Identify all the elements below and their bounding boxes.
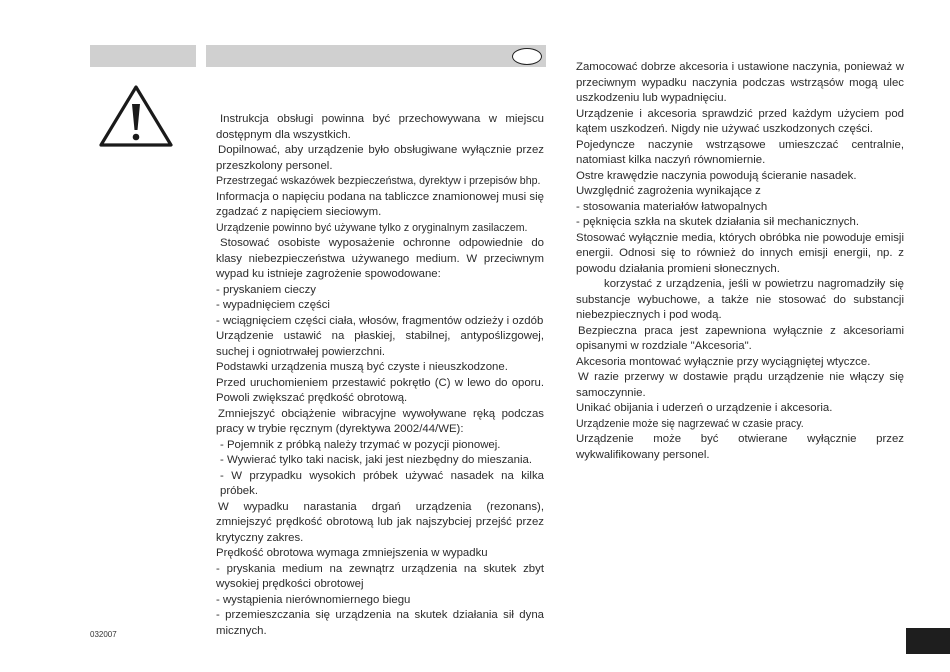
header-bar-right xyxy=(206,45,546,67)
list-item: - stosowania materiałów łatwopalnych xyxy=(576,200,768,213)
header-oval-badge xyxy=(512,48,542,65)
paragraph: Zamocować dobrze akcesoria i ustawione naczynia, ponieważ w przeciwnym wypadku naczynia podczas wstrząsów mogą ulec uszkodzeniu lub wypadnięciu. xyxy=(576,61,904,104)
paragraph: Ostre krawędzie naczynia powodują ścieranie nasadek. xyxy=(576,169,857,182)
paragraph: Informacja o napięciu podana na tabliczce znamionowej musi się zgadzać z napięciem sieciowym. xyxy=(216,190,544,218)
paragraph: Bezpieczna praca jest zapewniona wyłącznie z akcesoriami opisanymi w rozdziale "Akcesoria". xyxy=(576,324,904,352)
paragraph: Przestrzegać wskazówek bezpieczeństwa, dyrektyw i przepisów bhp. xyxy=(216,175,541,187)
paragraph: Zmniejszyć obciążenie wibracyjne wywoływane ręką podczas pracy w trybie ręcznym (dyrektywa 2002/44/WE): xyxy=(216,407,544,435)
paragraph: Stosować wyłącznie media, których obróbka nie powoduje emisji energii. Odnosi się to również do innych emisji energii, np. z powodu działania promieni słonecznych. xyxy=(576,231,904,275)
list-item: - pryskania medium na zewnątrz urządzenia na skutek zbyt wysokiej prędkości obrotowej xyxy=(216,562,544,590)
paragraph: Prędkość obrotowa wymaga zmniejszenia w wypadku xyxy=(216,547,488,559)
list-item: - wypadnięciem części xyxy=(216,299,330,311)
left-text-column xyxy=(216,112,544,639)
list-item: - wystąpienia nierównomiernego biegu xyxy=(216,593,411,606)
list-item: - pęknięcia szkła na skutek działania sił mechanicznych. xyxy=(576,216,860,228)
page-corner-tab xyxy=(906,628,950,654)
paragraph: Przed uruchomieniem przestawić pokrętło (C) w lewo do oporu. Powoli zwiększać prędkość obrotową. xyxy=(216,376,544,404)
list-item: - Wywierać tylko taki nacisk, jaki jest niezbędny do mieszania. xyxy=(220,454,532,466)
paragraph: Dopilnować, aby urządzenie było obsługiwane wyłącznie przez przeszkolony personel. xyxy=(216,144,544,172)
paragraph: Urządzenie może być otwierane wyłącznie przez wykwalifikowany personel. xyxy=(576,433,904,461)
paragraph: W razie przerwy w dostawie prądu urządzenie nie włączy się samoczynnie. xyxy=(576,371,904,399)
list-item: - Pojemnik z próbką należy trzymać w pozycji pionowej. xyxy=(220,438,501,451)
paragraph: Instrukcja obsługi powinna być przechowywana w miejscu dostępnym dla wszystkich. xyxy=(216,113,544,141)
list-item: - W przypadku wysokich próbek używać nasadek na kilka próbek. xyxy=(220,469,544,497)
paragraph: korzystać z urządzenia, jeśli w powietrzu nagromadziły się substancje wybuchowe, a także nie stosować do substancji niebezpiecznych i pod wodą. xyxy=(576,278,904,321)
paragraph: Urządzenie i akcesoria sprawdzić przed każdym użyciem pod kątem uszkodzeń. Nigdy nie używać uszkodzonych części. xyxy=(576,107,904,135)
list-item: - przemieszczania się urządzenia na skutek działania sił dyna micznych. xyxy=(216,609,544,637)
paragraph: Urządzenie powinno być używane tylko z oryginalnym zasilaczem. xyxy=(216,221,528,234)
paragraph: Podstawki urządzenia muszą być czyste i nieuszkodzone. xyxy=(216,361,508,373)
paragraph: Unikać obijania i uderzeń o urządzenie i akcesoria. xyxy=(576,402,833,414)
right-text-column xyxy=(576,60,904,463)
list-item: - pryskaniem cieczy xyxy=(216,283,317,296)
paragraph: Stosować osobiste wyposażenie ochronne odpowiednie do klasy niebezpieczeństwa używanego medium. W przeciwnym wypad ku istnieje zagrożenie spowodowane: xyxy=(216,237,544,280)
header-bar-left xyxy=(90,45,196,67)
paragraph: Pojedyncze naczynie wstrząsowe umieszczać centralnie, natomiast kilka naczyń równomiernie. xyxy=(576,138,904,166)
paragraph: Urządzenie ustawić na płaskiej, stabilnej, antypoślizgowej, suchej i ogniotrwałej powierzchni. xyxy=(216,330,544,358)
paragraph: Uwzględnić zagrożenia wynikające z xyxy=(576,185,761,197)
document-code: 032007 xyxy=(90,630,117,639)
paragraph: Urządzenie może się nagrzewać w czasie pracy. xyxy=(576,417,804,430)
paragraph: W wypadku narastania drgań urządzenia (rezonans), zmniejszyć prędkość obrotową lub jak najszybciej przejść przez krytyczny zakres. xyxy=(216,500,544,544)
list-item: - wciągnięciem części ciała, włosów, fragmentów odzieży i ozdób xyxy=(216,314,544,327)
warning-triangle-icon xyxy=(98,84,174,148)
paragraph: Akcesoria montować wyłącznie przy wyciągniętej wtyczce. xyxy=(576,355,871,368)
